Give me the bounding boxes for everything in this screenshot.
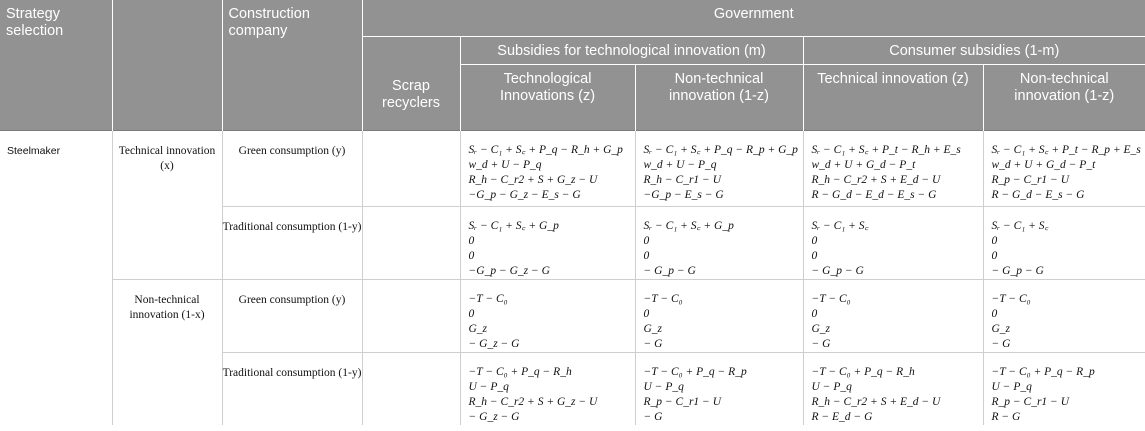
payoff-line: U − P_q <box>991 380 1032 393</box>
payoff-line: U − P_q <box>468 380 509 393</box>
payoff-line: R − E_d − G <box>811 410 873 423</box>
payoff-line: − G <box>643 337 663 350</box>
payoff-line: Sᵣ − C₁ + S꜀ + P_t − R_h + E_s <box>811 143 961 156</box>
payoff-line: − G_z − G <box>468 410 520 423</box>
payoff-line: Sᵣ − C₁ + S꜀ + P_t − R_p + E_s <box>991 143 1141 156</box>
scrap-recyclers-cell <box>362 130 460 206</box>
payoff-line: R_h − C_r2 + S + G_z − U <box>468 173 598 186</box>
table-row <box>0 130 1145 206</box>
payoff-line: Sᵣ − C₁ + S꜀ + G_p <box>468 219 559 232</box>
payoff-cell <box>460 279 635 352</box>
payoff-line: −T − C₀ <box>643 292 683 305</box>
payoff-line: −G_p − G_z − G <box>468 264 550 277</box>
payoff-line: 0 <box>811 234 818 247</box>
payoff-line: R_h − C_r2 + S + E_d − U <box>811 173 941 186</box>
payoff-line: −T − C₀ + P_q − R_h <box>468 365 572 378</box>
payoff-cell <box>635 279 803 352</box>
row-label-traditional-consumption: Traditional consumption (1-y) <box>222 206 362 279</box>
header-government: Government <box>362 0 1145 36</box>
payoff-line: 0 <box>811 307 818 320</box>
header-row-1 <box>0 0 1145 36</box>
payoff-line: R_p − C_r1 − U <box>643 395 721 408</box>
payoff-cell <box>460 352 635 425</box>
payoff-line: R_p − C_r1 − U <box>991 173 1069 186</box>
payoff-cell <box>983 279 1145 352</box>
payoff-line: R_h − C_r2 + S + E_d − U <box>811 395 941 408</box>
payoff-line: −T − C₀ + P_q − R_p <box>991 365 1095 378</box>
header-col-non-tech-innovation: Non-technical innovation (1-z) <box>635 64 803 130</box>
payoff-line: G_z <box>643 322 663 335</box>
payoff-line: R − G <box>991 410 1021 423</box>
payoff-line: − G <box>811 337 831 350</box>
header-col-non-tech-innovation-2: Non-technical innovation (1-z) <box>983 64 1145 130</box>
scrap-recyclers-cell <box>362 206 460 279</box>
header-consumer-subsidies-label: Consumer subsidies (1-m) <box>889 42 1060 59</box>
payoff-cell <box>460 130 635 206</box>
payoff-cell <box>803 206 983 279</box>
payoff-line: − G_p − G <box>811 264 864 277</box>
header-subsidies-tech <box>460 36 803 64</box>
header-subsidies-tech-label: Subsidies for technological innovation (m) <box>497 42 766 59</box>
payoff-line: G_z <box>811 322 831 335</box>
payoff-line: w_d + U − P_q <box>643 158 717 171</box>
payoff-line: 0 <box>468 234 475 247</box>
payoff-line: − G <box>991 337 1011 350</box>
payoff-line: 0 <box>811 249 818 262</box>
payoff-line: 0 <box>643 234 650 247</box>
payoff-line: w_d + U − P_q <box>468 158 542 171</box>
payoff-cell <box>635 352 803 425</box>
payoff-line: Sᵣ − C₁ + S꜀ <box>991 219 1049 232</box>
payoff-line: 0 <box>991 307 998 320</box>
row-label-non-technical-innovation: Non-technical innovation (1-x) <box>112 279 222 425</box>
payoff-line: G_z <box>468 322 488 335</box>
payoff-line: −T − C₀ <box>991 292 1031 305</box>
payoff-line: 0 <box>643 249 650 262</box>
payoff-line: R_p − C_r1 − U <box>991 395 1069 408</box>
row-label-traditional-consumption: Traditional consumption (1-y) <box>222 352 362 425</box>
payoff-cell <box>635 206 803 279</box>
payoff-line: − G_p − G <box>991 264 1044 277</box>
payoff-line: w_d + U + G_d − P_t <box>811 158 916 171</box>
payoff-line: Sᵣ − C₁ + S꜀ + P_q − R_p + G_p <box>643 143 798 156</box>
header-strategy-selection: Strategy selection <box>0 0 112 130</box>
payoff-line: 0 <box>468 249 475 262</box>
payoff-line: −G_p − G_z − E_s − G <box>468 188 581 201</box>
payoff-line: Sᵣ − C₁ + S꜀ + G_p <box>643 219 734 232</box>
row-label-technical-innovation: Technical innovation (x) <box>112 130 222 279</box>
payoff-cell <box>983 130 1145 206</box>
payoff-line: R − G_d − E_d − E_s − G <box>811 188 937 201</box>
header-empty-cell <box>112 0 222 130</box>
payoff-cell <box>460 206 635 279</box>
payoff-line: R − G_d − E_s − G <box>991 188 1085 201</box>
payoff-line: 0 <box>468 307 475 320</box>
payoff-line: Sᵣ − C₁ + S꜀ <box>811 219 869 232</box>
payoff-line: w_d + U + G_d − P_t <box>991 158 1096 171</box>
payoff-cell <box>983 352 1145 425</box>
row-label-green-consumption: Green consumption (y) <box>222 130 362 206</box>
header-consumer-subsidies <box>803 36 1145 64</box>
header-col-tech-innovations: Technological Innovations (z) <box>460 64 635 130</box>
payoff-line: 0 <box>643 307 650 320</box>
payoff-line: Sᵣ − C₁ + S꜀ + P_q − R_h + G_p <box>468 143 623 156</box>
payoff-line: −T − C₀ + P_q − R_h <box>811 365 915 378</box>
payoff-cell <box>803 279 983 352</box>
row-label-green-consumption: Green consumption (y) <box>222 279 362 352</box>
scrap-recyclers-cell <box>362 352 460 425</box>
payoff-line: − G_z − G <box>468 337 520 350</box>
table-row <box>0 279 1145 352</box>
header-col-technical-innovation: Technical innovation (z) <box>803 64 983 130</box>
payoff-cell <box>803 130 983 206</box>
payoff-line: R_h − C_r2 + S + G_z − U <box>468 395 598 408</box>
payoff-line: 0 <box>991 249 998 262</box>
payoff-line: U − P_q <box>643 380 684 393</box>
payoff-line: − G_p − G <box>643 264 696 277</box>
row-label-steelmaker: Steelmaker <box>0 130 112 425</box>
payoff-line: G_z <box>991 322 1011 335</box>
payoff-line: −G_p − E_s − G <box>643 188 724 201</box>
payoff-line: − G <box>643 410 663 423</box>
payoff-cell <box>803 352 983 425</box>
payoff-line: R_h − C_r1 − U <box>643 173 721 186</box>
header-construction-company: Construction company <box>222 0 362 130</box>
payoff-cell <box>635 130 803 206</box>
payoff-line: U − P_q <box>811 380 852 393</box>
header-scrap-recyclers: Scrap recyclers <box>362 36 460 130</box>
payoff-line: 0 <box>991 234 998 247</box>
payoff-cell <box>983 206 1145 279</box>
payoff-line: −T − C₀ + P_q − R_p <box>643 365 747 378</box>
scrap-recyclers-cell <box>362 279 460 352</box>
payoff-line: −T − C₀ <box>468 292 508 305</box>
payoff-line: −T − C₀ <box>811 292 851 305</box>
